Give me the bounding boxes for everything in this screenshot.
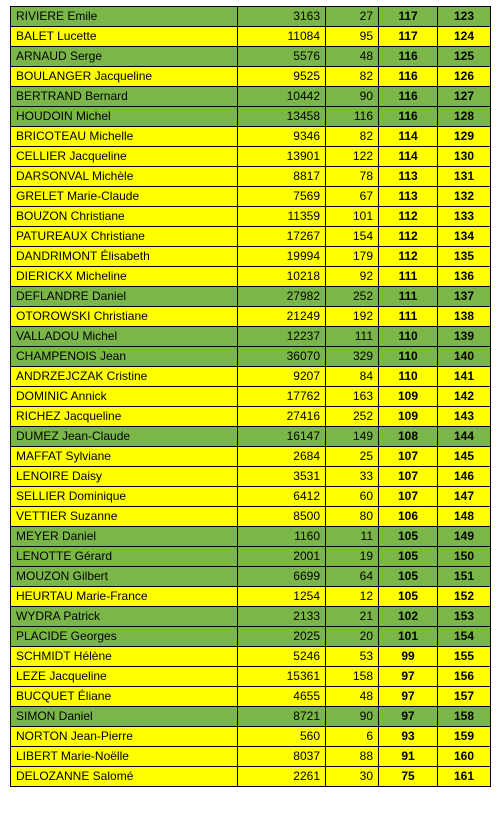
table-row — [11, 747, 491, 767]
score-cell: 116 — [379, 47, 438, 67]
value-b-cell: 101 — [326, 207, 379, 227]
name-cell: RICHEZ Jacqueline — [11, 407, 238, 427]
score-cell: 75 — [379, 767, 438, 787]
score-cell: 112 — [379, 247, 438, 267]
score-cell: 97 — [379, 667, 438, 687]
value-b-cell: 33 — [326, 467, 379, 487]
value-a-cell: 15361 — [238, 667, 326, 687]
table-row — [11, 687, 491, 707]
value-b-cell: 27 — [326, 7, 379, 27]
score-cell: 117 — [379, 27, 438, 47]
value-a-cell: 8817 — [238, 167, 326, 187]
value-b-cell: 67 — [326, 187, 379, 207]
value-a-cell: 17267 — [238, 227, 326, 247]
rank-cell: 143 — [438, 407, 491, 427]
table-row — [11, 327, 491, 347]
score-cell: 112 — [379, 227, 438, 247]
value-b-cell: 25 — [326, 447, 379, 467]
score-cell: 116 — [379, 107, 438, 127]
table-row — [11, 447, 491, 467]
score-cell: 111 — [379, 307, 438, 327]
score-cell: 106 — [379, 507, 438, 527]
score-cell: 109 — [379, 387, 438, 407]
name-cell: VETTIER Suzanne — [11, 507, 238, 527]
value-a-cell: 9346 — [238, 127, 326, 147]
table-row — [11, 267, 491, 287]
rank-cell: 155 — [438, 647, 491, 667]
score-cell: 116 — [379, 87, 438, 107]
name-cell: HOUDOIN Michel — [11, 107, 238, 127]
value-b-cell: 111 — [326, 327, 379, 347]
table-row — [11, 387, 491, 407]
score-cell: 101 — [379, 627, 438, 647]
value-b-cell: 82 — [326, 67, 379, 87]
value-a-cell: 10218 — [238, 267, 326, 287]
rank-cell: 132 — [438, 187, 491, 207]
value-a-cell: 1254 — [238, 587, 326, 607]
rank-cell: 145 — [438, 447, 491, 467]
score-cell: 111 — [379, 267, 438, 287]
value-b-cell: 116 — [326, 107, 379, 127]
value-a-cell: 11084 — [238, 27, 326, 47]
value-a-cell: 13901 — [238, 147, 326, 167]
table-row — [11, 367, 491, 387]
name-cell: BERTRAND Bernard — [11, 87, 238, 107]
table-row — [11, 167, 491, 187]
value-b-cell: 64 — [326, 567, 379, 587]
rank-cell: 161 — [438, 767, 491, 787]
score-cell: 114 — [379, 127, 438, 147]
value-a-cell: 11359 — [238, 207, 326, 227]
value-b-cell: 163 — [326, 387, 379, 407]
score-cell: 105 — [379, 527, 438, 547]
value-a-cell: 8500 — [238, 507, 326, 527]
rank-cell: 130 — [438, 147, 491, 167]
rank-cell: 154 — [438, 627, 491, 647]
value-a-cell: 5576 — [238, 47, 326, 67]
value-a-cell: 1160 — [238, 527, 326, 547]
value-b-cell: 252 — [326, 287, 379, 307]
value-a-cell: 27982 — [238, 287, 326, 307]
score-cell: 110 — [379, 347, 438, 367]
rank-cell: 158 — [438, 707, 491, 727]
value-b-cell: 179 — [326, 247, 379, 267]
ranking-table-body — [11, 7, 491, 787]
value-a-cell: 4655 — [238, 687, 326, 707]
value-b-cell: 80 — [326, 507, 379, 527]
name-cell: LENOTTE Gérard — [11, 547, 238, 567]
table-row — [11, 767, 491, 787]
name-cell: MOUZON Gilbert — [11, 567, 238, 587]
value-a-cell: 16147 — [238, 427, 326, 447]
name-cell: HEURTAU Marie-France — [11, 587, 238, 607]
name-cell: LEZE Jacqueline — [11, 667, 238, 687]
table-row — [11, 667, 491, 687]
table-row — [11, 227, 491, 247]
rank-cell: 131 — [438, 167, 491, 187]
name-cell: PATUREAUX Christiane — [11, 227, 238, 247]
table-row — [11, 647, 491, 667]
name-cell: OTOROWSKI Christiane — [11, 307, 238, 327]
value-a-cell: 2001 — [238, 547, 326, 567]
table-row — [11, 47, 491, 67]
value-b-cell: 53 — [326, 647, 379, 667]
rank-cell: 148 — [438, 507, 491, 527]
name-cell: DOMINIC Annick — [11, 387, 238, 407]
value-a-cell: 560 — [238, 727, 326, 747]
table-row — [11, 607, 491, 627]
value-b-cell: 149 — [326, 427, 379, 447]
table-row — [11, 587, 491, 607]
rank-cell: 141 — [438, 367, 491, 387]
table-row — [11, 147, 491, 167]
table-row — [11, 407, 491, 427]
table-row — [11, 707, 491, 727]
name-cell: GRELET Marie-Claude — [11, 187, 238, 207]
value-b-cell: 84 — [326, 367, 379, 387]
rank-cell: 124 — [438, 27, 491, 47]
table-row — [11, 107, 491, 127]
score-cell: 111 — [379, 287, 438, 307]
table-row — [11, 627, 491, 647]
value-a-cell: 3531 — [238, 467, 326, 487]
value-a-cell: 21249 — [238, 307, 326, 327]
name-cell: BUCQUET Éliane — [11, 687, 238, 707]
name-cell: BOULANGER Jacqueline — [11, 67, 238, 87]
score-cell: 110 — [379, 327, 438, 347]
table-row — [11, 187, 491, 207]
value-a-cell: 10442 — [238, 87, 326, 107]
value-b-cell: 20 — [326, 627, 379, 647]
rank-cell: 133 — [438, 207, 491, 227]
rank-cell: 142 — [438, 387, 491, 407]
score-cell: 117 — [379, 7, 438, 27]
name-cell: DIERICKX Micheline — [11, 267, 238, 287]
table-row — [11, 7, 491, 27]
rank-cell: 123 — [438, 7, 491, 27]
score-cell: 105 — [379, 587, 438, 607]
rank-cell: 149 — [438, 527, 491, 547]
value-a-cell: 9207 — [238, 367, 326, 387]
rank-cell: 125 — [438, 47, 491, 67]
value-b-cell: 92 — [326, 267, 379, 287]
table-row — [11, 67, 491, 87]
value-a-cell: 2261 — [238, 767, 326, 787]
name-cell: MEYER Daniel — [11, 527, 238, 547]
value-b-cell: 158 — [326, 667, 379, 687]
score-cell: 97 — [379, 707, 438, 727]
value-b-cell: 60 — [326, 487, 379, 507]
score-cell: 107 — [379, 467, 438, 487]
rank-cell: 129 — [438, 127, 491, 147]
table-row — [11, 427, 491, 447]
name-cell: NORTON Jean-Pierre — [11, 727, 238, 747]
rank-cell: 140 — [438, 347, 491, 367]
ranking-table — [10, 6, 491, 787]
rank-cell: 150 — [438, 547, 491, 567]
value-b-cell: 192 — [326, 307, 379, 327]
table-row — [11, 527, 491, 547]
value-a-cell: 6699 — [238, 567, 326, 587]
name-cell: BRICOTEAU Michelle — [11, 127, 238, 147]
value-a-cell: 2684 — [238, 447, 326, 467]
rank-cell: 134 — [438, 227, 491, 247]
name-cell: DUMEZ Jean-Claude — [11, 427, 238, 447]
value-a-cell: 7569 — [238, 187, 326, 207]
value-a-cell: 19994 — [238, 247, 326, 267]
table-row — [11, 307, 491, 327]
rank-cell: 127 — [438, 87, 491, 107]
score-cell: 97 — [379, 687, 438, 707]
value-b-cell: 48 — [326, 687, 379, 707]
score-cell: 113 — [379, 187, 438, 207]
value-b-cell: 329 — [326, 347, 379, 367]
rank-cell: 153 — [438, 607, 491, 627]
rank-cell: 160 — [438, 747, 491, 767]
value-a-cell: 36070 — [238, 347, 326, 367]
value-b-cell: 6 — [326, 727, 379, 747]
value-b-cell: 11 — [326, 527, 379, 547]
name-cell: DANDRIMONT Élisabeth — [11, 247, 238, 267]
value-b-cell: 78 — [326, 167, 379, 187]
rank-cell: 139 — [438, 327, 491, 347]
name-cell: LENOIRE Daisy — [11, 467, 238, 487]
rank-cell: 136 — [438, 267, 491, 287]
value-a-cell: 17762 — [238, 387, 326, 407]
score-cell: 107 — [379, 487, 438, 507]
name-cell: SCHMIDT Hélène — [11, 647, 238, 667]
rank-cell: 128 — [438, 107, 491, 127]
value-a-cell: 2025 — [238, 627, 326, 647]
name-cell: PLACIDE Georges — [11, 627, 238, 647]
rank-cell: 151 — [438, 567, 491, 587]
score-cell: 116 — [379, 67, 438, 87]
name-cell: RIVIERE Emile — [11, 7, 238, 27]
table-row — [11, 507, 491, 527]
rank-cell: 144 — [438, 427, 491, 447]
value-a-cell: 9525 — [238, 67, 326, 87]
value-a-cell: 6412 — [238, 487, 326, 507]
name-cell: SELLIER Dominique — [11, 487, 238, 507]
score-cell: 113 — [379, 167, 438, 187]
value-b-cell: 30 — [326, 767, 379, 787]
table-row — [11, 207, 491, 227]
table-row — [11, 347, 491, 367]
name-cell: MAFFAT Sylviane — [11, 447, 238, 467]
rank-cell: 146 — [438, 467, 491, 487]
table-row — [11, 247, 491, 267]
value-a-cell: 2133 — [238, 607, 326, 627]
value-a-cell: 27416 — [238, 407, 326, 427]
name-cell: SIMON Daniel — [11, 707, 238, 727]
table-row — [11, 127, 491, 147]
rank-cell: 137 — [438, 287, 491, 307]
name-cell: ANDRZEJCZAK Cristine — [11, 367, 238, 387]
value-b-cell: 95 — [326, 27, 379, 47]
rank-cell: 126 — [438, 67, 491, 87]
table-row — [11, 287, 491, 307]
score-cell: 105 — [379, 547, 438, 567]
value-a-cell: 5246 — [238, 647, 326, 667]
value-b-cell: 82 — [326, 127, 379, 147]
table-row — [11, 567, 491, 587]
rank-cell: 138 — [438, 307, 491, 327]
rank-cell: 152 — [438, 587, 491, 607]
value-b-cell: 90 — [326, 707, 379, 727]
name-cell: DARSONVAL Michèle — [11, 167, 238, 187]
name-cell: CELLIER Jacqueline — [11, 147, 238, 167]
value-a-cell: 12237 — [238, 327, 326, 347]
value-a-cell: 3163 — [238, 7, 326, 27]
rank-cell: 159 — [438, 727, 491, 747]
value-b-cell: 122 — [326, 147, 379, 167]
value-b-cell: 154 — [326, 227, 379, 247]
value-a-cell: 13458 — [238, 107, 326, 127]
table-row — [11, 547, 491, 567]
table-row — [11, 87, 491, 107]
score-cell: 108 — [379, 427, 438, 447]
value-b-cell: 252 — [326, 407, 379, 427]
score-cell: 110 — [379, 367, 438, 387]
name-cell: ARNAUD Serge — [11, 47, 238, 67]
score-cell: 105 — [379, 567, 438, 587]
score-cell: 99 — [379, 647, 438, 667]
value-a-cell: 8037 — [238, 747, 326, 767]
name-cell: BALET Lucette — [11, 27, 238, 47]
rank-cell: 156 — [438, 667, 491, 687]
rank-cell: 147 — [438, 487, 491, 507]
score-cell: 109 — [379, 407, 438, 427]
score-cell: 114 — [379, 147, 438, 167]
score-cell: 91 — [379, 747, 438, 767]
name-cell: DELOZANNE Salomé — [11, 767, 238, 787]
name-cell: VALLADOU Michel — [11, 327, 238, 347]
value-b-cell: 19 — [326, 547, 379, 567]
table-row — [11, 487, 491, 507]
table-row — [11, 467, 491, 487]
score-cell: 93 — [379, 727, 438, 747]
name-cell: LIBERT Marie-Noëlle — [11, 747, 238, 767]
rank-cell: 157 — [438, 687, 491, 707]
name-cell: CHAMPENOIS Jean — [11, 347, 238, 367]
name-cell: WYDRA Patrick — [11, 607, 238, 627]
value-b-cell: 90 — [326, 87, 379, 107]
value-a-cell: 8721 — [238, 707, 326, 727]
table-row — [11, 727, 491, 747]
rank-cell: 135 — [438, 247, 491, 267]
name-cell: DEFLANDRE Daniel — [11, 287, 238, 307]
score-cell: 102 — [379, 607, 438, 627]
score-cell: 107 — [379, 447, 438, 467]
value-b-cell: 12 — [326, 587, 379, 607]
value-b-cell: 88 — [326, 747, 379, 767]
table-row — [11, 27, 491, 47]
value-b-cell: 21 — [326, 607, 379, 627]
name-cell: BOUZON Christiane — [11, 207, 238, 227]
score-cell: 112 — [379, 207, 438, 227]
value-b-cell: 48 — [326, 47, 379, 67]
